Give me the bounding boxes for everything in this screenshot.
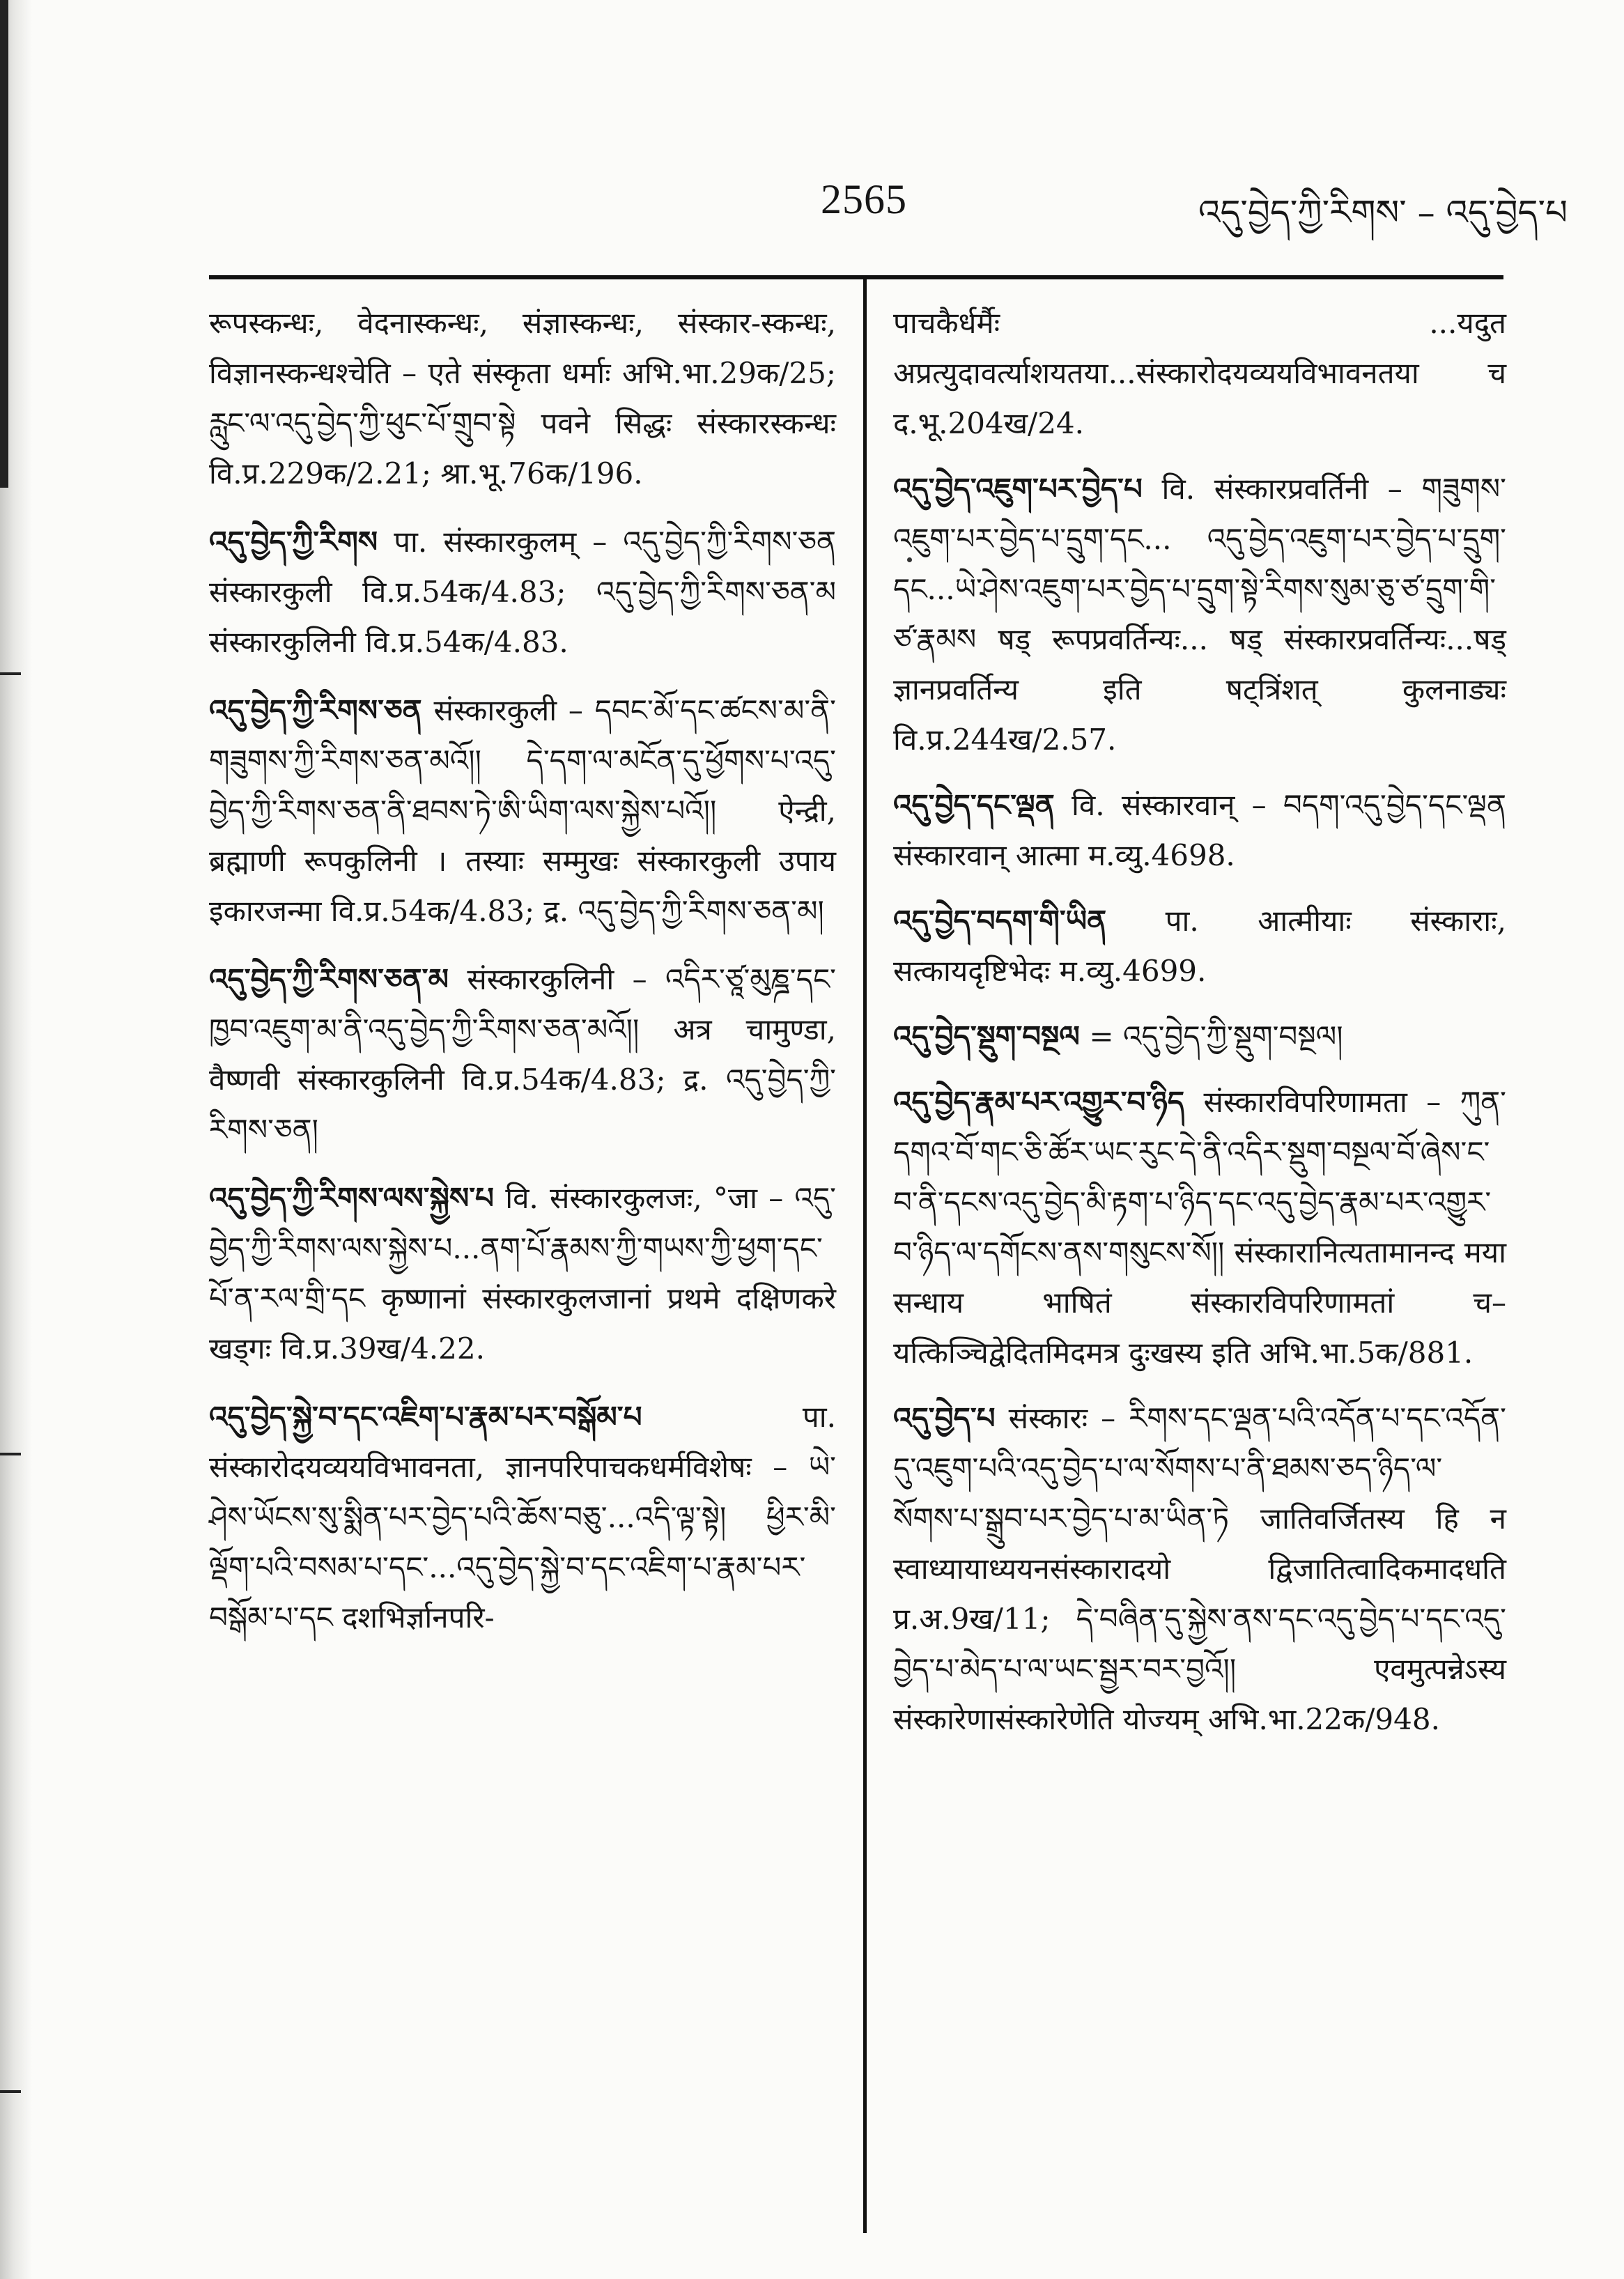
entry-headword: འདུ་བྱེད་བདག་གི་ཡིན [893, 904, 1107, 938]
dictionary-entry [893, 896, 1506, 996]
dictionary-entry [209, 1392, 836, 1643]
dictionary-entry [893, 464, 1506, 765]
entry-headword: འདུ་བྱེད་སྐྱེ་བ་དང་འཇིག་པ་རྣམ་པར་བསྒོམ་པ [209, 1400, 642, 1434]
dictionary-entry [209, 955, 836, 1155]
left-column [209, 298, 836, 1643]
binding-mark [0, 0, 8, 488]
right-column [893, 298, 1506, 1745]
entry-body: पा. आत्मीयाः संस्काराः, सत्कायदृष्टिभेदः म.व्यु.4699. [893, 904, 1506, 988]
dictionary-entry [893, 780, 1506, 881]
column-divider [863, 275, 867, 2233]
entry-headword: འདུ་བྱེད་སྡུག་བསྔལ [893, 1019, 1080, 1053]
edge-tick [0, 672, 21, 675]
entry-body: संस्कारकुलिनी – འདིར་ཙཱ་མུཎྜ་དང་ཁྱབ་འཇུག་མ་ནི་འདུ་བྱེད་ཀྱི་རིགས་ཅན་མའོ།། अत्र चामुण्डा, वैष्णवी संस्कारकुलिनी वि.प्र.54क/4.83; द्र. འདུ་བྱེད་ཀྱི་རིགས་ཅན། [209, 962, 837, 1147]
dictionary-entry [209, 1173, 836, 1374]
dictionary-entry [893, 298, 1506, 449]
entry-headword: འདུ་བྱེད་ཀྱི་རིགས་ལས་སྐྱེས་པ [209, 1181, 494, 1215]
entry-body: रूपस्कन्धः, वेदनास्कन्धः, संज्ञास्कन्धः, संस्कार-स्कन्धः, विज्ञानस्कन्धश्चेति – एते संस्कृता धर्माः अभि.भा.29क/25; རླུང་ལ་འདུ་བྱེད་ཀྱི་ཕུང་པོ་གྲུབ་སྟེ पवने सिद्धः संस्कारस्कन्धः वि.प्र.229क/2.21; श्रा.भू.76क/196. [209, 306, 836, 490]
entry-headword: འདུ་བྱེད་རྣམ་པར་འགྱུར་བ་ཉིད [893, 1085, 1185, 1119]
entry-body: पा. संस्कारकुलम् – འདུ་བྱེད་ཀྱི་རིགས་ཅན संस्कारकुली वि.प्र.54क/4.83; འདུ་བྱེད་ཀྱི་རིགས་ཅན་མ संस्कारकुलिनी वि.प्र.54क/4.83. [209, 525, 837, 659]
entry-headword: འདུ་བྱེད་དང་ལྡན [893, 788, 1055, 822]
entry-body: पा. संस्कारोदयव्ययविभावनता, ज्ञानपरिपाचकधर्मविशेषः – ཡེ་ཤེས་ཡོངས་སུ་སྨིན་པར་བྱེད་པའི་ཆོས་བཅུ་...འདི་ལྟ་སྟེ། ཕྱིར་མི་ལྡོག་པའི་བསམ་པ་དང་...འདུ་བྱེད་སྐྱེ་བ་དང་འཇིག་པ་རྣམ་པར་བསྒོམ་པ་དང दशभिर्ज्ञानपरि- [209, 1400, 836, 1635]
entry-headword: འདུ་བྱེད་ཀྱི་རིགས་ཅན་མ [209, 962, 449, 996]
entry-body: संस्कारः – རིགས་དང་ལྡན་པའི་འདོན་པ་དང་འདོན་དུ་འཇུག་པའི་འདུ་བྱེད་པ་ལ་སོགས་པ་ནི་ཐམས་ཅད་ཉིད་ལ་སོགས་པ་སྒྲུབ་པར་བྱེད་པ་མ་ཡིན་ཏེ जातिवर्जितस्य हि न स्वाध्यायाध्ययनसंस्कारादयो द्विजातित्वादिकमादधति प्र.अ.9ख/11; དེ་བཞིན་དུ་སྐྱེས་ནས་དང་འདུ་བྱེད་པ་དང་འདུ་བྱེད་པ་མེད་པ་ལ་ཡང་སྦྱར་བར་བྱའོ།། एवमुत्पन्नेऽस्य संस्कारेणासंस्कारेणेति योज्यम् अभि.भा.22क/948. [893, 1401, 1506, 1736]
edge-tick [0, 2090, 21, 2093]
entry-body: = འདུ་བྱེད་ཀྱི་སྡུག་བསྔལ། [1089, 1019, 1343, 1053]
entry-headword: འདུ་བྱེད་འཇུག་པར་བྱེད་པ [893, 472, 1143, 506]
dictionary-entry [209, 517, 836, 667]
entry-body: वि. संस्कारप्रवर्तिनी – གཟུགས་འཇུག་པར་བྱེད་པ་དྲུག་དང... འདུ་བྱེད་འཇུག་པར་བྱེད་པ་དྲུག་དང...ཡེ་ཤེས་འཇུག་པར་བྱེད་པ་དྲུག་སྟེ་རིགས་སུམ་ཅུ་ཙ་དྲུག་གི་ཙ་རྣམས षड् रूपप्रवर्तिन्यः... षड् संस्कारप्रवर्तिन्यः...षड् ज्ञानप्रवर्तिन्य इति षट्त्रिंशत् कुलनाड्यः वि.प्र.244ख/2.57. [893, 472, 1506, 757]
dictionary-entry [893, 1393, 1506, 1745]
entry-body: पाचकैर्धर्मैः ...यदुत अप्रत्युदावर्त्याशयतया...संस्कारोदयव्ययविभावनतया च द.भू.204ख/24. [893, 306, 1506, 440]
dictionary-entry [209, 686, 836, 936]
dictionary-entry [893, 1077, 1506, 1378]
entry-body: वि. संस्कारवान् – བདག་འདུ་བྱེད་དང་ལྡན संस्कारवान् आत्मा म.व्यु.4698. [893, 788, 1506, 872]
entry-body: वि. संस्कारकुलजः, °जा – འདུ་བྱེད་ཀྱི་རིགས་ལས་སྐྱེས་པ...ནག་པོ་རྣམས་ཀྱི་གཡས་ཀྱི་ཕྱག་དང་པོ་ན་རལ་གྲི་དང कृष्णानां संस्कारकुलजानां प्रथमे दक्षिणकरे खड्गः वि.प्र.39ख/4.22. [209, 1181, 836, 1366]
edge-tick [0, 1453, 21, 1455]
entry-headword: འདུ་བྱེད་ཀྱི་རིགས [209, 525, 378, 559]
dictionary-entry [209, 298, 836, 499]
entry-headword: འདུ་བྱེད་པ [893, 1401, 996, 1435]
entry-body: संस्कारविपरिणामता – ཀུན་དགའ་བོ་གང་ཅི་ཚོར་ཡང་རུང་དེ་ནི་འདིར་སྡུག་བསྔལ་བོ་ཞེས་ང་བ་ནི་དངས་འདུ་བྱེད་མི་རྟག་པ་ཉིད་དང་འདུ་བྱེད་རྣམ་པར་འགྱུར་བ་ཉིད་ལ་དགོངས་ནས་གསུངས་སོ།། संस्कारानित्यतामानन्द मया सन्धाय भाषितं संस्कारविपरिणामतां च–यत्किञ्चिद्वेदितमिदमत्र दुःखस्य इति अभि.भा.5क/881. [893, 1085, 1506, 1370]
running-head: འདུ་བྱེད་ཀྱི་རིགས་ – འདུ་བྱེད་པ [1198, 192, 1568, 233]
dictionary-entry [893, 1012, 1506, 1062]
entry-headword: འདུ་བྱེད་ཀྱི་རིགས་ཅན [209, 693, 422, 727]
page-number: 2565 [821, 176, 907, 222]
entry-body: संस्कारकुली – དབང་མོ་དང་ཚངས་མ་ནི་གཟུགས་ཀྱི་རིགས་ཅན་མའོ།། དེ་དག་ལ་མངོན་དུ་ཕྱོགས་པ་འདུ་བྱེད་ཀྱི་རིགས་ཅན་ནི་ཐབས་ཏེ་ཨི་ཡིག་ལས་སྐྱེས་པའོ།། ऐन्द्री, ब्रह्माणी रूपकुलिनी । तस्याः सम्मुखः संस्कारकुली उपाय इकारजन्मा वि.प्र.54क/4.83; द्र. འདུ་བྱེད་ཀྱི་རིགས་ཅན་མ། [209, 693, 836, 928]
header-rule [209, 275, 1503, 279]
